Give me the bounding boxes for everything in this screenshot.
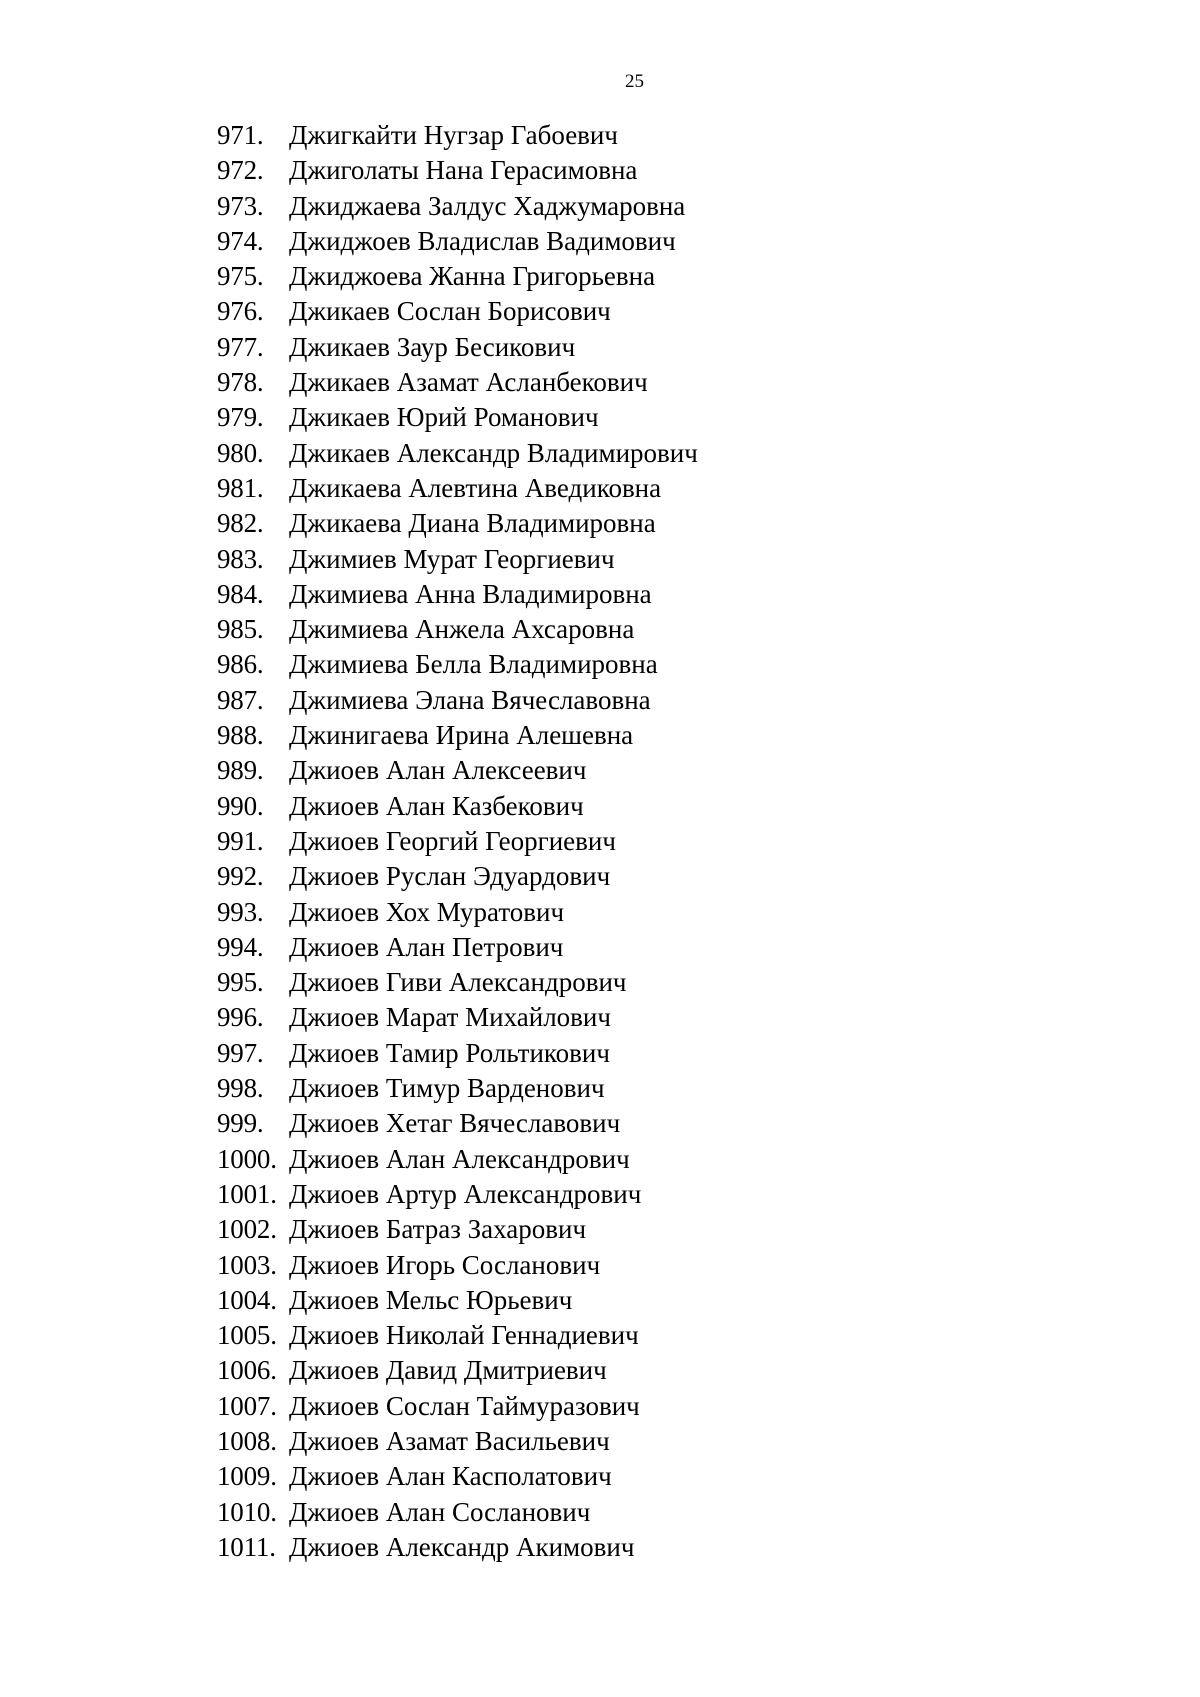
- list-item: [217, 824, 698, 859]
- entry-full-name: Джикаев Юрий Романович: [289, 402, 599, 433]
- entry-number: 987.: [217, 684, 264, 715]
- entry-full-name: Джиоев Марат Михайлович: [289, 1002, 611, 1033]
- name-list: [217, 118, 698, 1565]
- entry-number: 972.: [217, 155, 264, 186]
- entry-number: 974.: [217, 225, 264, 256]
- entry-number: 975.: [217, 261, 264, 292]
- list-item: [217, 1318, 698, 1353]
- list-item: [217, 930, 698, 965]
- list-item: [217, 506, 698, 541]
- entry-number: 1009.: [217, 1461, 277, 1492]
- entry-full-name: Джиоев Азамат Васильевич: [289, 1425, 610, 1456]
- entry-full-name: Джиоев Артур Александрович: [289, 1178, 642, 1209]
- entry-full-name: Джикаев Александр Владимирович: [289, 437, 698, 468]
- list-item: [217, 153, 698, 188]
- entry-number: 1006.: [217, 1355, 277, 1386]
- entry-number: 981.: [217, 472, 264, 503]
- entry-number: 971.: [217, 120, 264, 150]
- entry-full-name: Джикаева Алевтина Аведиковна: [289, 472, 662, 503]
- entry-full-name: Джиоев Тамир Рольтикович: [289, 1037, 610, 1068]
- list-item: [217, 895, 698, 930]
- entry-full-name: Джикаев Заур Бесикович: [289, 331, 576, 362]
- entry-number: 994.: [217, 931, 264, 962]
- entry-full-name: Джиоев Георгий Георгиевич: [289, 825, 616, 856]
- list-item: [217, 224, 698, 259]
- entry-number: 1000.: [217, 1143, 277, 1174]
- entry-number: 1004.: [217, 1284, 277, 1315]
- entry-number: 988.: [217, 720, 264, 751]
- entry-full-name: Джиоев Александр Акимович: [289, 1531, 635, 1562]
- list-item: [217, 1248, 698, 1283]
- entry-number: 1005.: [217, 1320, 277, 1351]
- entry-full-name: Джикаев Азамат Асланбекович: [289, 367, 648, 398]
- list-item: [217, 1530, 698, 1565]
- entry-number: 1003.: [217, 1249, 277, 1280]
- entry-number: 982.: [217, 508, 264, 539]
- entry-number: 989.: [217, 755, 264, 786]
- entry-number: 1007.: [217, 1390, 277, 1421]
- entry-number: 990.: [217, 790, 264, 821]
- list-item: [217, 965, 698, 1000]
- entry-number: 983.: [217, 543, 264, 574]
- entry-number: 1008.: [217, 1425, 277, 1456]
- list-item: [217, 1071, 698, 1106]
- entry-full-name: Джимиева Белла Владимировна: [289, 649, 658, 680]
- entry-number: 977.: [217, 331, 264, 362]
- entry-number: 986.: [217, 649, 264, 680]
- entry-full-name: Джикаева Диана Владимировна: [289, 508, 656, 539]
- entry-full-name: Джиджоев Владислав Вадимович: [289, 225, 676, 256]
- entry-full-name: Джиоев Алан Алексеевич: [289, 755, 587, 786]
- list-item: [217, 365, 698, 400]
- list-item: [217, 718, 698, 753]
- entry-number: 991.: [217, 825, 264, 856]
- entry-full-name: Джиголаты Нана Герасимовна: [289, 155, 638, 186]
- entry-full-name: Джиоев Тимур Варденович: [289, 1073, 605, 1104]
- entry-number: 973.: [217, 190, 264, 221]
- entry-number: 995.: [217, 967, 264, 998]
- entry-number: 979.: [217, 402, 264, 433]
- list-item: [217, 471, 698, 506]
- entry-full-name: Джиоев Хетаг Вячеславович: [289, 1108, 621, 1139]
- entry-number: 1011.: [217, 1531, 276, 1562]
- entry-full-name: Джимиева Элана Вячеславовна: [289, 684, 651, 715]
- entry-full-name: Джиджоева Жанна Григорьевна: [289, 261, 656, 292]
- entry-number: 980.: [217, 437, 264, 468]
- entry-full-name: Джигкайти Нугзар Габоевич: [289, 120, 618, 150]
- entry-full-name: Джиоев Игорь Сосланович: [289, 1249, 601, 1280]
- entry-full-name: Джиоев Сослан Таймуразович: [289, 1390, 640, 1421]
- entry-full-name: Джиоев Алан Касполатович: [289, 1461, 612, 1492]
- entry-number: 998.: [217, 1073, 264, 1104]
- entry-full-name: Джиджаева Залдус Хаджумаровна: [289, 190, 686, 221]
- list-item: [217, 400, 698, 435]
- entry-full-name: Джикаев Сослан Борисович: [289, 296, 611, 327]
- list-item: [217, 1106, 698, 1141]
- list-item: [217, 577, 698, 612]
- list-item: [217, 1389, 698, 1424]
- entry-number: 992.: [217, 861, 264, 892]
- list-item: [217, 683, 698, 718]
- entry-full-name: Джиоев Руслан Эдуардович: [289, 861, 611, 892]
- entry-full-name: Джиоев Гиви Александрович: [289, 967, 627, 998]
- page-number: 25: [625, 71, 644, 92]
- entry-full-name: Джиоев Алан Петрович: [289, 931, 564, 962]
- list-item: [217, 189, 698, 224]
- list-item: [217, 294, 698, 329]
- list-item: [217, 1459, 698, 1494]
- list-item: [217, 753, 698, 788]
- entry-number: 993.: [217, 896, 264, 927]
- entry-full-name: Джимиева Анна Владимировна: [289, 578, 652, 609]
- entry-full-name: Джимиева Анжела Ахсаровна: [289, 614, 635, 645]
- entry-full-name: Джиоев Алан Казбекович: [289, 790, 584, 821]
- list-item: [217, 1353, 698, 1388]
- list-item: [217, 647, 698, 682]
- entry-number: 976.: [217, 296, 264, 327]
- entry-full-name: Джиоев Алан Сосланович: [289, 1496, 591, 1527]
- entry-full-name: Джиоев Давид Дмитриевич: [289, 1355, 607, 1386]
- list-item: [217, 612, 698, 647]
- list-item: [217, 1283, 698, 1318]
- entry-number: 997.: [217, 1037, 264, 1068]
- entry-full-name: Джимиев Мурат Георгиевич: [289, 543, 615, 574]
- entry-number: 1002.: [217, 1214, 277, 1245]
- list-item: [217, 1212, 698, 1247]
- list-item: [217, 1177, 698, 1212]
- list-item: [217, 1036, 698, 1071]
- list-item: [217, 542, 698, 577]
- entry-number: 999.: [217, 1108, 264, 1139]
- entry-full-name: Джиоев Алан Александрович: [289, 1143, 630, 1174]
- list-item: [217, 330, 698, 365]
- entry-full-name: Джиоев Мельс Юрьевич: [289, 1284, 573, 1315]
- list-item: [217, 859, 698, 894]
- list-item: [217, 118, 698, 153]
- list-item: [217, 1495, 698, 1530]
- list-item: [217, 1424, 698, 1459]
- list-item: [217, 789, 698, 824]
- entry-number: 984.: [217, 578, 264, 609]
- entry-number: 978.: [217, 367, 264, 398]
- entry-number: 1001.: [217, 1178, 277, 1209]
- entry-number: 996.: [217, 1002, 264, 1033]
- list-item: [217, 259, 698, 294]
- entry-full-name: Джиоев Хох Муратович: [289, 896, 565, 927]
- list-item: [217, 1000, 698, 1035]
- entry-full-name: Джиоев Батраз Захарович: [289, 1214, 587, 1245]
- entry-number: 985.: [217, 614, 264, 645]
- entry-full-name: Джиоев Николай Геннадиевич: [289, 1320, 639, 1351]
- list-item: [217, 436, 698, 471]
- entry-number: 1010.: [217, 1496, 277, 1527]
- entry-full-name: Джинигаева Ирина Алешевна: [289, 720, 634, 751]
- list-item: [217, 1142, 698, 1177]
